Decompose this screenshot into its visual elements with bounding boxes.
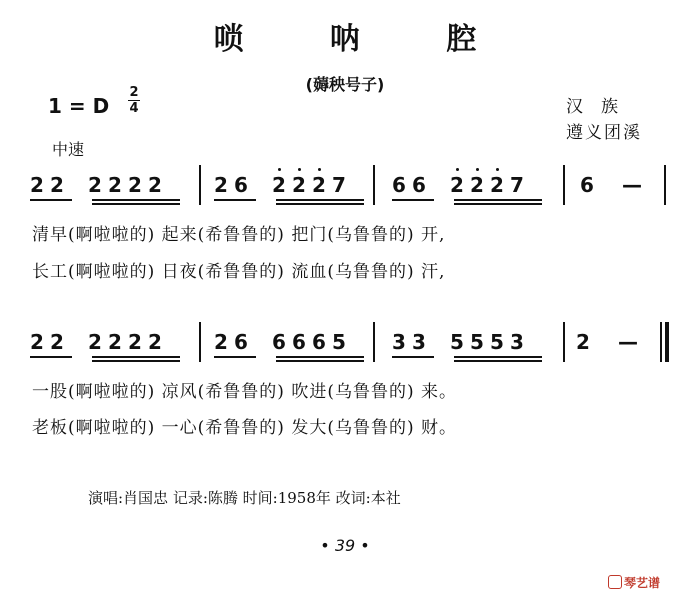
note: 2 bbox=[148, 173, 162, 197]
page-number: • 39 • bbox=[320, 536, 370, 555]
note: 2 bbox=[312, 173, 326, 197]
lyrics-verse-1: 清早(啊啦啦的) 起来(希鲁鲁的) 把门(乌鲁鲁的) 开, bbox=[32, 225, 446, 245]
lyrics-verse-2: 长工(啊啦啦的) 日夜(希鲁鲁的) 流血(乌鲁鲁的) 汗, bbox=[32, 262, 446, 282]
note: 5 bbox=[332, 330, 346, 354]
measure-4 bbox=[580, 173, 642, 197]
barline bbox=[563, 165, 565, 205]
note: 5 bbox=[470, 330, 484, 354]
note: 6 bbox=[392, 173, 406, 197]
credits-footer: 演唱:肖国忠 记录:陈腾 时间:1958年 改词:本社 bbox=[88, 489, 401, 507]
measure-7 bbox=[392, 330, 524, 354]
note: 2 bbox=[470, 173, 484, 197]
note: 3 bbox=[392, 330, 406, 354]
note: 2 bbox=[214, 330, 228, 354]
meter-bottom: 4 bbox=[129, 101, 139, 116]
note: 6 bbox=[272, 330, 286, 354]
barline bbox=[373, 322, 375, 362]
note: 5 bbox=[490, 330, 504, 354]
note: 7 bbox=[332, 173, 346, 197]
tempo-marking: 中速 bbox=[52, 140, 85, 159]
measure-2 bbox=[214, 173, 346, 197]
note: 2 bbox=[30, 173, 44, 197]
ethnic-label: 汉族 bbox=[566, 97, 636, 117]
note: 2 bbox=[490, 173, 504, 197]
note: 6 bbox=[412, 173, 426, 197]
note: 6 bbox=[292, 330, 306, 354]
lyrics-verse-3: 一股(啊啦啦的) 凉风(希鲁鲁的) 吹进(乌鲁鲁的) 来。 bbox=[32, 382, 458, 402]
note: 2 bbox=[292, 173, 306, 197]
note: 2 bbox=[50, 330, 64, 354]
note: 2 bbox=[576, 330, 590, 354]
measure-8 bbox=[576, 330, 638, 354]
note: 2 bbox=[272, 173, 286, 197]
final-barline-thick bbox=[665, 322, 669, 362]
time-signature bbox=[128, 86, 140, 115]
barline bbox=[199, 165, 201, 205]
barline bbox=[664, 165, 666, 205]
note: 2 bbox=[108, 330, 122, 354]
song-subtitle: (薅秧号子) bbox=[305, 75, 385, 94]
measure-6 bbox=[214, 330, 346, 354]
note: 6 bbox=[234, 173, 248, 197]
logo-icon bbox=[608, 575, 622, 589]
song-title: 唢 呐 腔 bbox=[213, 22, 515, 57]
note: 3 bbox=[510, 330, 524, 354]
score-system-2 bbox=[0, 322, 690, 382]
note: 2 bbox=[108, 173, 122, 197]
measure-1 bbox=[30, 173, 162, 197]
note: 5 bbox=[450, 330, 464, 354]
note: 2 bbox=[128, 330, 142, 354]
score-system-1 bbox=[0, 165, 690, 225]
note: 2 bbox=[128, 173, 142, 197]
note: 2 bbox=[88, 173, 102, 197]
measure-5 bbox=[30, 330, 162, 354]
note: 6 bbox=[312, 330, 326, 354]
note: 7 bbox=[510, 173, 524, 197]
note: 2 bbox=[148, 330, 162, 354]
key-signature: 1 = D bbox=[48, 94, 110, 118]
meter-top: 2 bbox=[129, 85, 139, 100]
note: 6 bbox=[580, 173, 594, 197]
note: 2 bbox=[30, 330, 44, 354]
barline bbox=[373, 165, 375, 205]
note: 6 bbox=[234, 330, 248, 354]
note: — bbox=[618, 330, 638, 354]
logo-text: 琴艺谱 bbox=[624, 576, 661, 590]
barline bbox=[199, 322, 201, 362]
note: 3 bbox=[412, 330, 426, 354]
measure-3 bbox=[392, 173, 524, 197]
site-logo bbox=[608, 574, 660, 591]
final-barline-thin bbox=[660, 322, 662, 362]
note: 2 bbox=[214, 173, 228, 197]
region-label: 遵义团溪 bbox=[566, 123, 642, 143]
barline bbox=[563, 322, 565, 362]
lyrics-verse-4: 老板(啊啦啦的) 一心(希鲁鲁的) 发大(乌鲁鲁的) 财。 bbox=[32, 418, 458, 438]
note: 2 bbox=[50, 173, 64, 197]
note: — bbox=[622, 173, 642, 197]
note: 2 bbox=[88, 330, 102, 354]
note: 2 bbox=[450, 173, 464, 197]
